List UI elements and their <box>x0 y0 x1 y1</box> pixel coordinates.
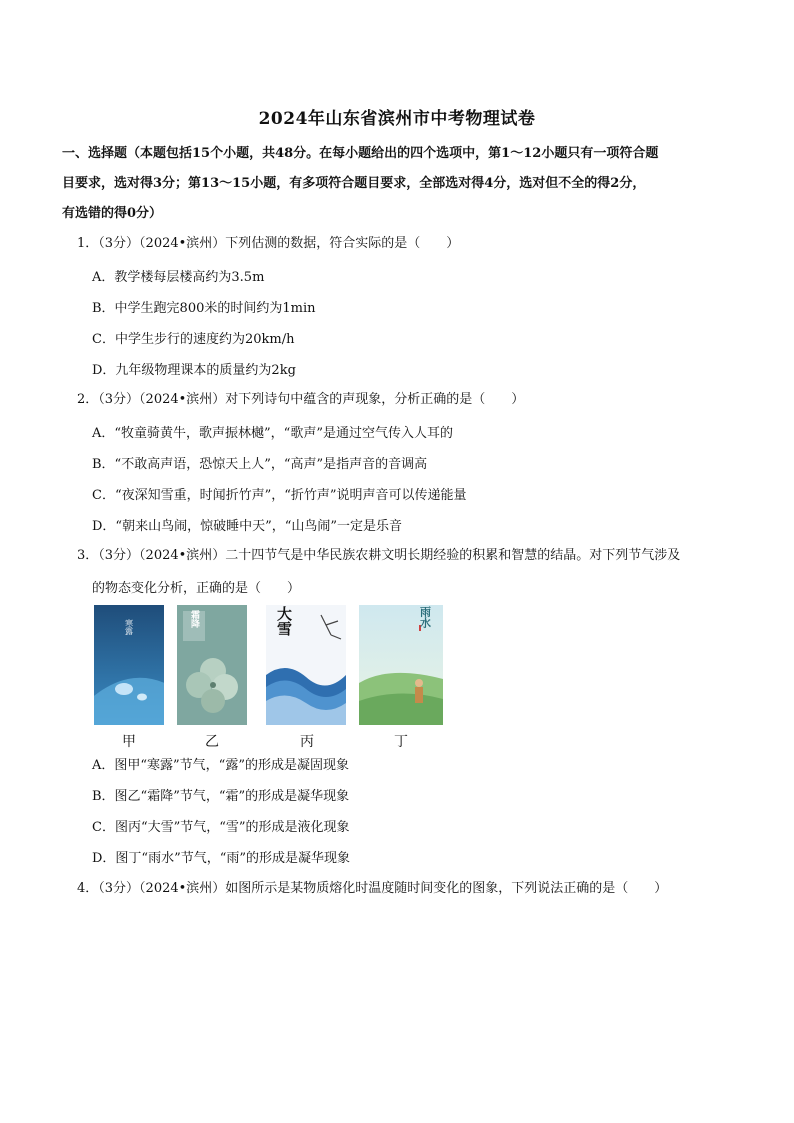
solar-term-label-bing: 大雪 <box>275 606 293 636</box>
question-4-stem: 4．（3分）（2024•滨州）如图所示是某物质熔化时温度随时间变化的图象，下列说法正确的是（ ） <box>77 881 668 896</box>
question-3-option-c[interactable]: C．图丙“大雪”节气，“雪”的形成是液化现象 <box>92 820 350 835</box>
solar-term-label-ding: 雨水 <box>418 606 432 628</box>
section-heading-line-3: 有选错的得0分） <box>62 206 163 221</box>
question-2-option-a[interactable]: A．“牧童骑黄牛，歌声振林樾”，“歌声”是通过空气传入人耳的 <box>92 426 453 441</box>
solar-term-image-bing <box>266 605 346 725</box>
section-heading-line-1: 一、选择题（本题包括15个小题，共48分。在每小题给出的四个选项中，第1～12小题只有一项符合题 <box>62 146 659 161</box>
question-1-option-a[interactable]: A．教学楼每层楼高约为3.5m <box>92 270 265 285</box>
question-3-option-b[interactable]: B．图乙“霜降”节气，“霜”的形成是凝华现象 <box>92 789 350 804</box>
question-1-option-b[interactable]: B．中学生跑完800米的时间约为1min <box>92 301 316 316</box>
question-2-stem: 2．（3分）（2024•滨州）对下列诗句中蕴含的声现象，分析正确的是（ ） <box>77 392 525 407</box>
section-heading-line-2: 目要求，选对得3分；第13～15小题，有多项符合题目要求，全部选对得4分，选对但不全的得2分， <box>62 176 646 191</box>
solar-term-image-jia <box>94 605 164 725</box>
image-caption-jia: 甲 <box>122 734 136 750</box>
question-1-option-d[interactable]: D．九年级物理课本的质量约为2kg <box>92 363 296 378</box>
question-1-option-c[interactable]: C．中学生步行的速度约为20km/h <box>92 332 295 347</box>
question-3-stem-line-2: 的物态变化分析，正确的是（ ） <box>92 581 301 596</box>
question-3-stem-line-1: 3．（3分）（2024•滨州）二十四节气是中华民族农耕文明长期经验的积累和智慧的结晶。对下列节气涉及 <box>77 548 681 563</box>
question-2-option-d[interactable]: D．“朝来山鸟闹，惊破睡中天”，“山鸟闹”一定是乐音 <box>92 519 403 534</box>
image-caption-ding: 丁 <box>394 734 408 750</box>
page-title: 2024年山东省滨州市中考物理试卷 <box>258 109 536 129</box>
question-2-option-b[interactable]: B．“不敢高声语，恐惊天上人”，“高声”是指声音的音调高 <box>92 457 428 472</box>
question-1-stem: 1．（3分）（2024•滨州）下列估测的数据，符合实际的是（ ） <box>77 236 460 251</box>
question-2-option-c[interactable]: C．“夜深知雪重，时闻折竹声”，“折竹声”说明声音可以传递能量 <box>92 488 467 503</box>
solar-term-label-jia: 寒露 <box>124 619 134 635</box>
image-caption-bing: 丙 <box>300 734 314 750</box>
question-3-image-row <box>94 605 454 755</box>
solar-term-image-yi <box>177 605 247 725</box>
solar-term-image-ding <box>359 605 443 725</box>
question-3-option-d[interactable]: D．图丁“雨水”节气，“雨”的形成是凝华现象 <box>92 851 351 866</box>
question-3-option-a[interactable]: A．图甲“寒露”节气，“露”的形成是凝固现象 <box>92 758 349 773</box>
solar-term-label-yi: 霜降 <box>189 610 199 628</box>
image-caption-yi: 乙 <box>205 734 219 750</box>
